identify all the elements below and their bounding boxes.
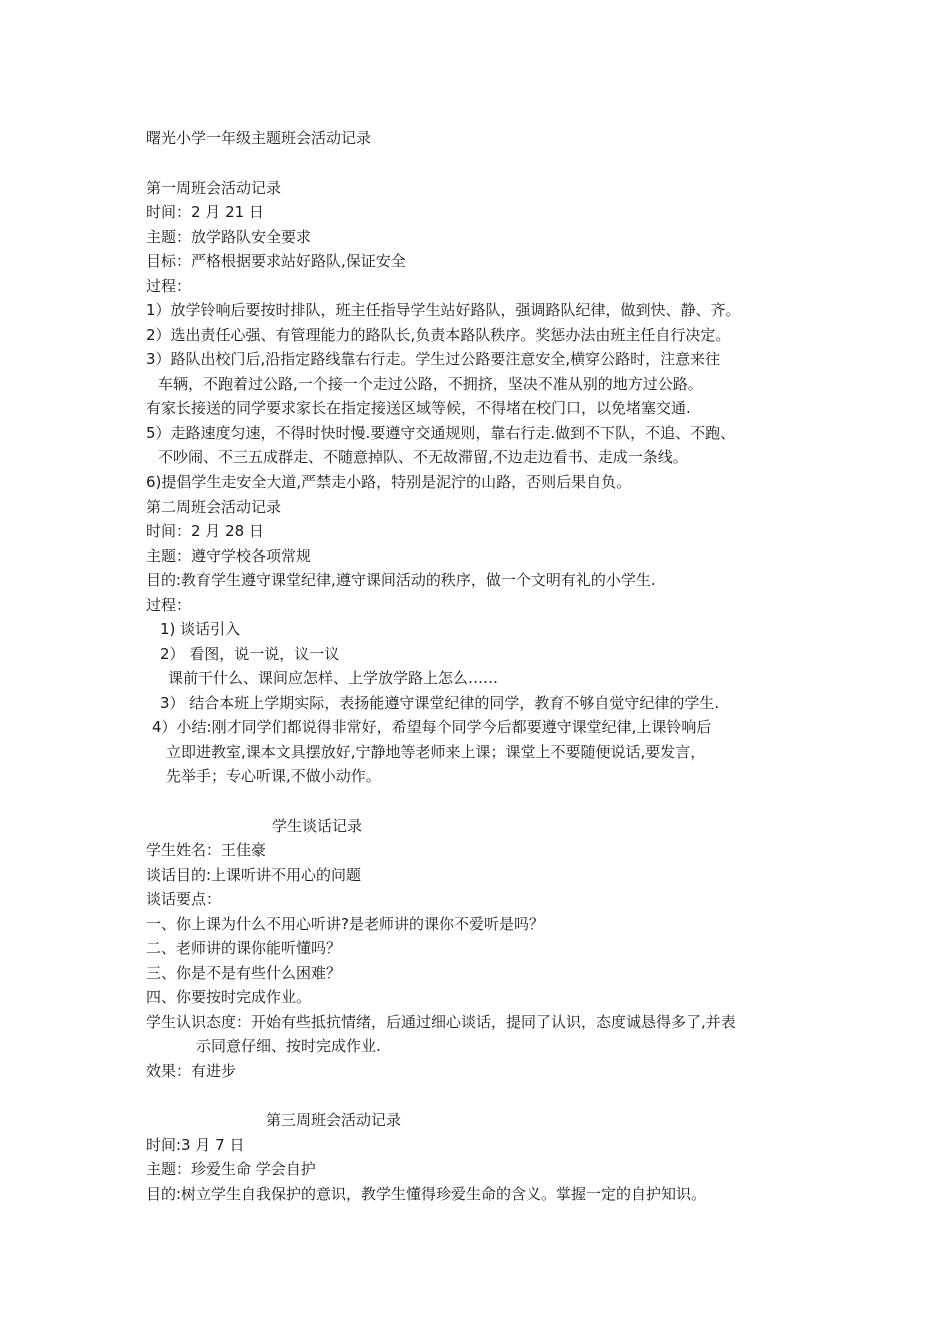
week1-step-3-cont: 车辆，不跑着过公路,一个接一个走过公路，不拥挤，坚决不准从别的地方过公路。 [158, 375, 703, 393]
talk-result: 效果：有进步 [146, 1062, 237, 1080]
week2-step-3: 3） 结合本班上学期实际，表扬能遵守课堂纪律的同学，教育不够自觉守纪律的学生. [160, 694, 720, 712]
week1-topic: 主题：放学路队安全要求 [146, 228, 312, 246]
week2-step-4: 4）小结:刚才同学们都说得非常好，希望每个同学今后都要遵守课堂纪律,上课铃响后 [152, 718, 712, 736]
week1-goal: 目标：严格根据要求站好路队,保证安全 [146, 252, 406, 270]
week2-step-1: 1) 谈话引入 [160, 620, 241, 638]
week1-step-3: 3）路队出校门后,沿指定路线靠右行走。学生过公路要注意安全,横穿公路时，注意来往 [146, 350, 721, 368]
talk-point-3: 三、你是不是有些什么困难？ [146, 964, 342, 982]
talk-attitude-cont: 示同意仔细、按时完成作业. [196, 1037, 381, 1055]
talk-points-label: 谈话要点： [146, 890, 222, 908]
talk-record-heading: 学生谈话记录 [272, 817, 363, 835]
week2-time: 时间：2 月 28 日 [146, 522, 264, 540]
week2-topic: 主题：遵守学校各项常规 [146, 547, 312, 565]
document-title: 曙光小学一年级主题班会活动记录 [146, 129, 372, 147]
talk-point-4: 四、你要按时完成作业。 [146, 988, 312, 1006]
talk-student-name: 学生姓名：王佳豪 [146, 841, 267, 859]
talk-point-2: 二、老师讲的课你能听懂吗？ [146, 939, 342, 957]
week1-step-1: 1）放学铃响后要按时排队，班主任指导学生站好路队，强调路队纪律，做到快、静、齐。 [146, 301, 741, 319]
week1-step-6: 6)提倡学生走安全大道,严禁走小路，特别是泥泞的山路，否则后果自负。 [146, 473, 632, 491]
week2-heading: 第二周班会活动记录 [146, 498, 282, 516]
week1-step-2: 2）选出责任心强、有管理能力的路队长,负责本路队秩序。奖惩办法由班主任自行决定。 [146, 326, 731, 344]
week2-step-4-cont2: 先举手；专心听课,不做小动作。 [166, 767, 381, 785]
week1-step-5: 5）走路速度匀速，不得时快时慢.要遵守交通规则，靠右行走.做到不下队，不追、不跑、 [146, 424, 736, 442]
week1-time: 时间：2 月 21 日 [146, 203, 264, 221]
week2-step-4-cont: 立即进教室,课本文具摆放好,宁静地等老师来上课；课堂上不要随便说话,要发言， [166, 743, 706, 761]
week2-process-label: 过程： [146, 596, 192, 614]
week2-step-2: 2） 看图，说一说，议一议 [160, 645, 340, 663]
week3-heading: 第三周班会活动记录 [266, 1111, 402, 1129]
week1-process-label: 过程： [146, 277, 192, 295]
week2-purpose: 目的:教育学生遵守课堂纪律,遵守课间活动的秩序，做一个文明有礼的小学生. [146, 571, 656, 589]
week1-step-5-cont: 不吵闹、不三五成群走、不随意掉队、不无故滞留,不边走边看书、走成一条线。 [158, 448, 688, 466]
week1-step-4: 有家长接送的同学要求家长在指定接送区域等候，不得堵在校门口，以免堵塞交通. [146, 399, 691, 417]
week3-purpose: 目的:树立学生自我保护的意识，教学生懂得珍爱生命的含义。掌握一定的自护知识。 [146, 1185, 707, 1203]
week2-step-2-cont: 课前干什么、课间应怎样、上学放学路上怎么…… [168, 669, 499, 687]
talk-purpose: 谈话目的:上课听讲不用心的问题 [146, 866, 362, 884]
talk-attitude: 学生认识态度：开始有些抵抗情绪，后通过细心谈话，提同了认识，态度诚恳得多了,并表 [146, 1013, 736, 1031]
week3-time: 时间:3 月 7 日 [146, 1136, 245, 1154]
week1-heading: 第一周班会活动记录 [146, 179, 282, 197]
talk-point-1: 一、你上课为什么不用心听讲?是老师讲的课你不爱听是吗？ [146, 915, 544, 933]
week3-topic: 主题：珍爱生命 学会自护 [146, 1160, 316, 1178]
